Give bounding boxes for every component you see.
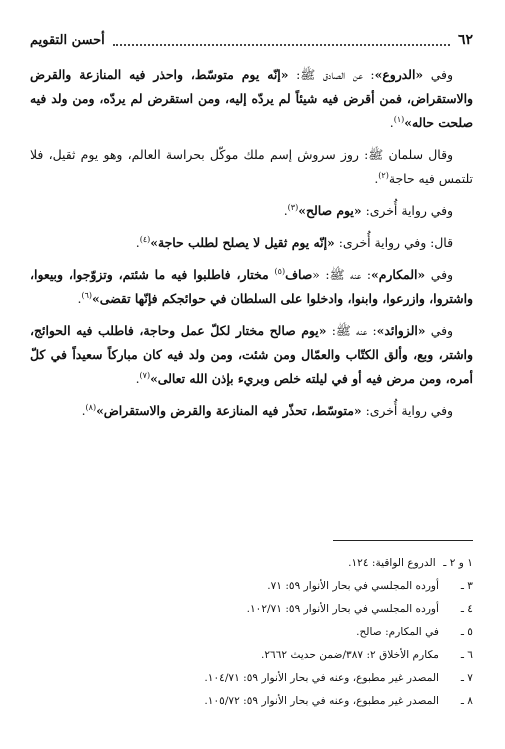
paragraph-text: وفي رواية أُخرى: bbox=[361, 403, 453, 418]
paragraph-text: : عنه ﷺ: « bbox=[312, 267, 372, 282]
quote-bold: ، واحذر فيه المنازعة والقرض والاستقراض، فمن أقرض فيه شيئاً لم يردّه إليه، ومن استقرض لم يردّه، ومن ولد فيه صلحت حاله» bbox=[30, 67, 473, 130]
paragraph-text: . bbox=[135, 235, 140, 250]
footnote-number: ٣ ـ bbox=[460, 580, 473, 592]
page-number: ٦٢ bbox=[457, 32, 473, 48]
quote-bold: «إنّه يوم متوسّط bbox=[194, 67, 289, 82]
footnote-item bbox=[30, 552, 473, 575]
paragraph-5 bbox=[30, 263, 473, 311]
header-dot-leader bbox=[113, 35, 450, 46]
paragraph-text: وقال سلمان ﷺ: روز سروش إسم ملك موكّل بحراسة العالم، وهو يوم ثقيل، فلا تلتمس فيه حاجة bbox=[30, 147, 473, 186]
quote-bold: «إنّه يوم ثقيل لا يصلح لطلب حاجة» bbox=[150, 235, 335, 250]
paragraph-3 bbox=[30, 199, 473, 223]
paragraph-text: . bbox=[389, 115, 394, 130]
running-title: أحسن التقويم bbox=[30, 32, 105, 48]
footnote-ref: (٢) bbox=[378, 170, 389, 180]
paragraph-2 bbox=[30, 143, 473, 191]
footnote-number: ٤ ـ bbox=[460, 603, 473, 615]
footnote-number: ٧ ـ bbox=[460, 672, 473, 684]
footnote-number: ٦ ـ bbox=[460, 649, 473, 661]
quote-bold: صاف bbox=[285, 267, 313, 282]
paragraph-text: : عنه ﷺ: bbox=[326, 323, 377, 338]
paragraph-text: . bbox=[135, 371, 140, 386]
footnote-text: المصدر غير مطبوع، وعنه في بحار الأنوار ٥٩: ١٠٤/٧١. bbox=[204, 672, 439, 684]
paragraph-text: وفي bbox=[425, 323, 453, 338]
footnote-number: ٥ ـ bbox=[460, 626, 473, 638]
paragraph-text: وفي bbox=[425, 267, 453, 282]
footnote-divider bbox=[333, 540, 473, 541]
footnote-text: أورده المجلسي في بحار الأنوار ٥٩: ٧١. bbox=[267, 580, 439, 592]
footnote-ref: (٤) bbox=[139, 234, 151, 244]
body-text bbox=[30, 63, 473, 431]
running-header bbox=[30, 31, 473, 49]
footnote-ref: (٥) bbox=[274, 266, 286, 276]
footnotes-list bbox=[30, 552, 473, 713]
footnote-text: مكارم الأخلاق ٢: ٣٨٧/ضمن حديث ٢٦٦٢. bbox=[260, 649, 439, 661]
footnote-text: الدروع الواقية: ١٢٤. bbox=[348, 557, 439, 569]
footnote-item bbox=[30, 598, 473, 621]
footnote-ref: (٧) bbox=[139, 370, 151, 380]
paragraph-text: : عن الصادق ﷺ: bbox=[288, 67, 375, 82]
footnote-item bbox=[30, 644, 473, 667]
footnote-item bbox=[30, 575, 473, 598]
footnote-number: ٨ ـ bbox=[460, 695, 473, 707]
paragraph-7 bbox=[30, 399, 473, 423]
footnote-item bbox=[30, 621, 473, 644]
footnote-ref: (٨) bbox=[85, 402, 97, 412]
source-title: «الزوائد» bbox=[376, 323, 426, 338]
paragraph-text: . bbox=[77, 291, 82, 306]
paragraph-text: . bbox=[283, 203, 288, 218]
footnote-ref: (٣) bbox=[287, 202, 299, 212]
paragraph-text: وفي رواية أُخرى: bbox=[361, 203, 453, 218]
footnote-number: ١ و ٢ ـ bbox=[443, 557, 473, 569]
footnote-text: المصدر غير مطبوع، وعنه في بحار الأنوار ٥٩: ١٠٥/٧٢. bbox=[204, 695, 439, 707]
quote-bold: «متوسّط، تحذّر فيه المنازعة والقرض والاستقراض» bbox=[96, 403, 362, 418]
paragraph-text: وفي bbox=[423, 67, 453, 82]
paragraph-text: . bbox=[81, 403, 86, 418]
paragraph-4 bbox=[30, 231, 473, 255]
paragraph-text: . bbox=[374, 171, 379, 186]
quote-bold: مختار، فاطلبوا فيه ما شئتم، وتزوّجوا، وبيعوا، واشتروا، وازرعوا، وابنوا، وادخلوا على السلطان في حوائجكم فإنّها تقضى» bbox=[30, 267, 473, 306]
source-title: «الدروع» bbox=[374, 67, 424, 82]
quote-bold: «يوم صالح مختار لكلّ عمل وحاجة، فاطلب فيه الحوائج، واشتر، وبع، وألق الكتّاب والعمّال ومن شئت، ومن ولد فيه كان مباركاً سعيداً في كلّ أمره، ومن مرض فيه أو في ليلته خلص وبريء بإذن الله تعالى» bbox=[30, 323, 473, 386]
footnote-ref: (١) bbox=[393, 114, 405, 124]
footnote-item bbox=[30, 667, 473, 690]
paragraph-6 bbox=[30, 319, 473, 391]
paragraph-text: قال: وفي رواية أُخرى: bbox=[334, 235, 453, 250]
footnote-text: أورده المجلسي في بحار الأنوار ٥٩: ١٠٢/٧١. bbox=[246, 603, 439, 615]
source-title: «المكارم» bbox=[371, 267, 426, 282]
quote-bold: «يوم صالح» bbox=[298, 203, 362, 218]
footnote-text: في المكارم: صالح. bbox=[356, 626, 439, 638]
paragraph-1 bbox=[30, 63, 473, 135]
footnote-ref: (٦) bbox=[81, 290, 93, 300]
footnote-item bbox=[30, 690, 473, 713]
